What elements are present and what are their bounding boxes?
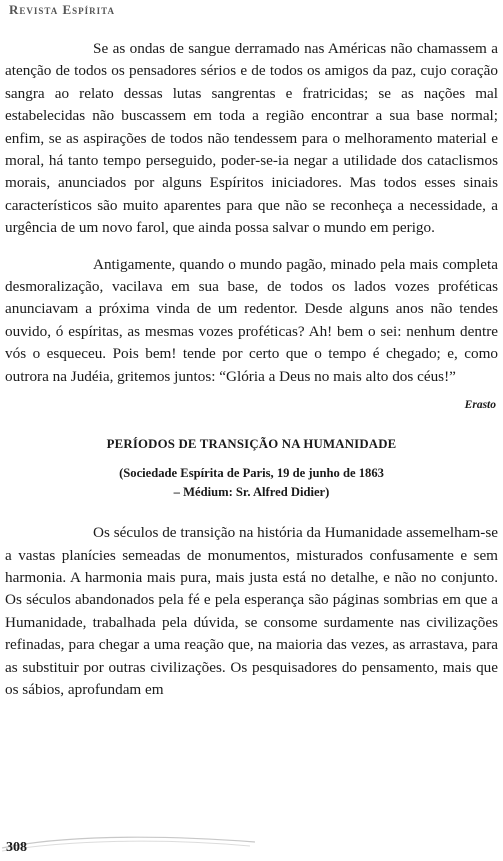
paragraph-3: Os séculos de transição na história da Humanidade assemelham-se a vastas planícies semeadas de monumentos, misturados confusamente e sem harmonia. A harmonia mais pura, mais justa está no detalhe, e não no conjunto. Os séculos abandonados pela fé e pela esperança são páginas sombrias em que a Humanidade, trabalhada pela dúvida, se consome surdamente nas civilizações refinadas, para chegar a uma reação que, na maioria das vezes, as arrastava, para as substituir por outras civilizações. Os pesquisadores do pensamento, mais que os sábios, aprofundam em [5,524,498,698]
author-signature: Erasto [464,399,496,412]
subtitle-line-1: (Sociedade Espírita de Paris, 19 de junho de 1863 [119,466,384,481]
paragraph-2: Antigamente, quando o mundo pagão, minado pela mais completa desmoralização, vacilava em sua base, de todos os lados vozes proféticas anunciavam a próxima vinda de um redentor. Desde alguns anos não tendes ouvido, ó espíritas, as mesmas vozes proféticas? Ah! bem o sei: nenhum dentre vós o esqueceu. Pois bem! tende por certo que o tempo é chegado; e, como outrora na Judéia, gritemos juntos: “Glória a Deus no mais alto dos céus!” [5,255,498,385]
section-subtitle [5,464,498,502]
running-title: Revista Espírita [9,2,115,17]
page-number: 308 [6,840,27,855]
footer-swoosh-ornament [0,828,260,858]
paragraph-1: Se as ondas de sangue derramado nas Américas não chamassem a atenção de todos os pensadores sérios e de todos os amigos da paz, cujo coração sangra ao relato dessas lutas sangrentas e fratricidas; se as nações mal estabelecidas não buscassem em toda a região encontrar a sua base normal; enfim, se as aspirações de todos não tendessem para o melhoramento material e moral, há tanto tempo perseguido, poder-se-ia negar a utilidade dos cataclismos morais, anunciados por alguns Espíritos iniciadores. Mas todos esses sinais característicos são muito aparentes para que não se reconheça a necessidade, a urgência de um novo farol, que ainda possa salvar o mundo em perigo. [5,40,498,237]
page-body [5,38,498,701]
subtitle-line-2: – Médium: Sr. Alfred Didier) [173,485,330,500]
section-title: PERÍODOS DE TRANSIÇÃO NA HUMANIDADE [106,437,397,452]
